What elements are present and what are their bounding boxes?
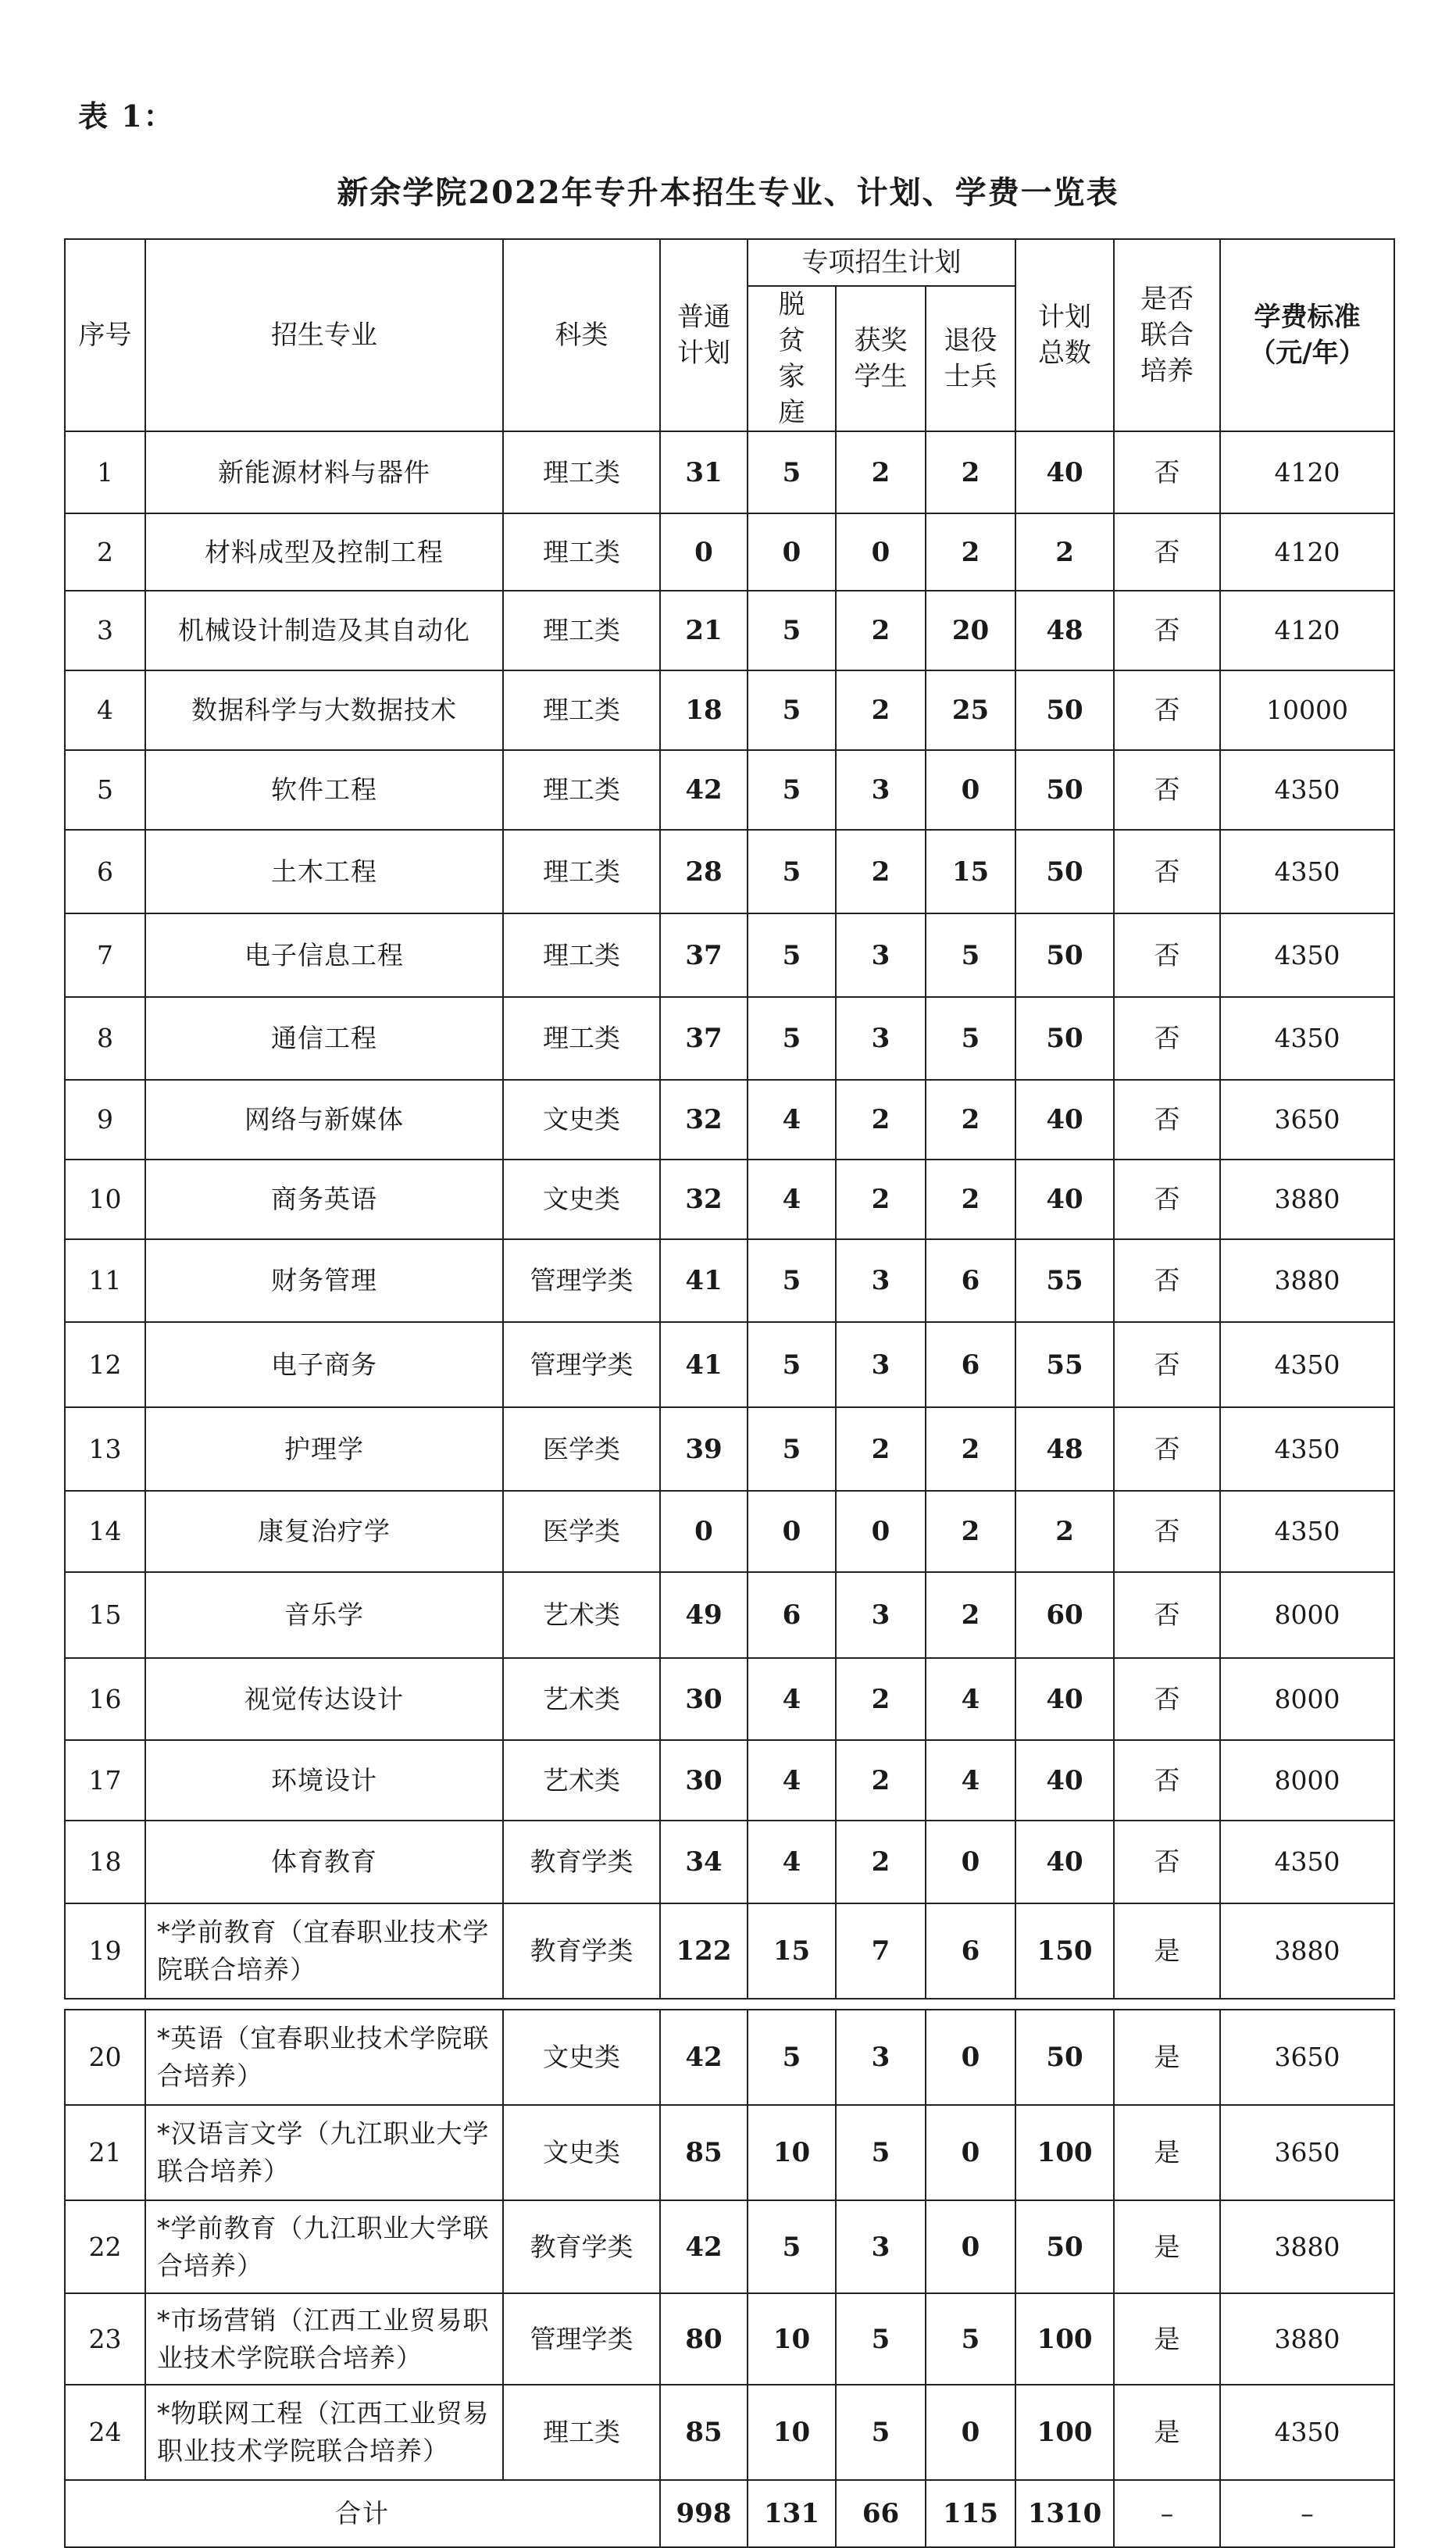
- row-poverty-family: 10: [748, 2385, 836, 2480]
- row-fee: 4350: [1220, 1491, 1394, 1572]
- row-regular-plan: 37: [660, 997, 748, 1080]
- row-joint-training: 否: [1114, 750, 1220, 830]
- row-award-student: 2: [836, 1080, 926, 1160]
- row-regular-plan: 41: [660, 1322, 748, 1407]
- summary-label: 合计: [65, 2480, 660, 2547]
- row-total-plan: 48: [1015, 591, 1114, 670]
- row-poverty-family: 0: [748, 1491, 836, 1572]
- row-joint-training: 否: [1114, 1322, 1220, 1407]
- row-major: 环境设计: [145, 1740, 503, 1821]
- row-veteran: 2: [926, 1491, 1015, 1572]
- row-category: 理工类: [503, 2385, 660, 2480]
- row-joint-training: 否: [1114, 1407, 1220, 1491]
- row-category: 理工类: [503, 431, 660, 513]
- row-total-plan: 50: [1015, 670, 1114, 750]
- table-row: [65, 1160, 1394, 1239]
- table-row: [65, 591, 1394, 670]
- row-major: 材料成型及控制工程: [145, 513, 503, 591]
- row-poverty-family: 0: [748, 513, 836, 591]
- row-index: 15: [65, 1572, 145, 1658]
- row-total-plan: 50: [1015, 750, 1114, 830]
- table-row: [65, 1407, 1394, 1491]
- row-veteran: 6: [926, 1322, 1015, 1407]
- row-total-plan: 50: [1015, 830, 1114, 913]
- row-major: *学前教育（宜春职业技术学院联合培养）: [145, 1903, 503, 1999]
- row-index: 9: [65, 1080, 145, 1160]
- row-award-student: 2: [836, 1160, 926, 1239]
- row-poverty-family: 5: [748, 1407, 836, 1491]
- row-major: 通信工程: [145, 997, 503, 1080]
- row-veteran: 6: [926, 1903, 1015, 1999]
- row-category: 教育学类: [503, 1903, 660, 1999]
- row-veteran: 2: [926, 1572, 1015, 1658]
- row-total-plan: 40: [1015, 1821, 1114, 1903]
- row-award-student: 0: [836, 1491, 926, 1572]
- row-veteran: 0: [926, 2385, 1015, 2480]
- row-category: 文史类: [503, 2010, 660, 2105]
- row-regular-plan: 21: [660, 591, 748, 670]
- row-award-student: 2: [836, 830, 926, 913]
- summary-regular-plan: 998: [660, 2480, 748, 2547]
- row-award-student: 3: [836, 1572, 926, 1658]
- row-fee: 3880: [1220, 1239, 1394, 1322]
- row-major: 机械设计制造及其自动化: [145, 591, 503, 670]
- page-break-spacer: [65, 1999, 1394, 2010]
- row-fee: 4120: [1220, 513, 1394, 591]
- header-regular-plan: 普通计划: [660, 239, 748, 431]
- row-category: 理工类: [503, 830, 660, 913]
- row-major: 电子商务: [145, 1322, 503, 1407]
- row-veteran: 6: [926, 1239, 1015, 1322]
- table-row: [65, 997, 1394, 1080]
- row-award-student: 0: [836, 513, 926, 591]
- row-joint-training: 否: [1114, 1239, 1220, 1322]
- row-regular-plan: 42: [660, 750, 748, 830]
- row-joint-training: 否: [1114, 1160, 1220, 1239]
- table-row: [65, 2105, 1394, 2200]
- row-regular-plan: 42: [660, 2010, 748, 2105]
- row-category: 文史类: [503, 2105, 660, 2200]
- row-award-student: 7: [836, 1903, 926, 1999]
- table-row: [65, 670, 1394, 750]
- row-regular-plan: 0: [660, 513, 748, 591]
- row-regular-plan: 42: [660, 2200, 748, 2293]
- table-row: [65, 2385, 1394, 2480]
- row-index: 19: [65, 1903, 145, 1999]
- row-regular-plan: 28: [660, 830, 748, 913]
- row-index: 12: [65, 1322, 145, 1407]
- row-joint-training: 否: [1114, 1740, 1220, 1821]
- row-fee: 4120: [1220, 591, 1394, 670]
- row-veteran: 2: [926, 1080, 1015, 1160]
- header-poverty-family: 脱贫家庭: [748, 286, 836, 431]
- row-award-student: 2: [836, 1740, 926, 1821]
- row-veteran: 15: [926, 830, 1015, 913]
- row-poverty-family: 5: [748, 2200, 836, 2293]
- row-fee: 4350: [1220, 830, 1394, 913]
- row-joint-training: 否: [1114, 1491, 1220, 1572]
- row-category: 管理学类: [503, 2293, 660, 2385]
- row-regular-plan: 39: [660, 1407, 748, 1491]
- row-fee: 8000: [1220, 1658, 1394, 1740]
- row-poverty-family: 5: [748, 670, 836, 750]
- row-fee: 3880: [1220, 2200, 1394, 2293]
- row-index: 24: [65, 2385, 145, 2480]
- row-joint-training: 否: [1114, 830, 1220, 913]
- row-regular-plan: 31: [660, 431, 748, 513]
- row-joint-training: 否: [1114, 1821, 1220, 1903]
- row-poverty-family: 5: [748, 750, 836, 830]
- row-regular-plan: 80: [660, 2293, 748, 2385]
- row-veteran: 2: [926, 431, 1015, 513]
- row-index: 11: [65, 1239, 145, 1322]
- row-index: 21: [65, 2105, 145, 2200]
- row-poverty-family: 4: [748, 1160, 836, 1239]
- row-joint-training: 是: [1114, 2293, 1220, 2385]
- row-regular-plan: 37: [660, 913, 748, 997]
- row-fee: 4350: [1220, 1322, 1394, 1407]
- row-index: 7: [65, 913, 145, 997]
- row-index: 13: [65, 1407, 145, 1491]
- table-row: [65, 750, 1394, 830]
- row-index: 10: [65, 1160, 145, 1239]
- row-total-plan: 40: [1015, 1740, 1114, 1821]
- row-total-plan: 50: [1015, 913, 1114, 997]
- row-fee: 3650: [1220, 1080, 1394, 1160]
- row-joint-training: 否: [1114, 513, 1220, 591]
- table-row: [65, 830, 1394, 913]
- row-category: 理工类: [503, 591, 660, 670]
- row-total-plan: 40: [1015, 1080, 1114, 1160]
- row-poverty-family: 5: [748, 2010, 836, 2105]
- row-award-student: 3: [836, 750, 926, 830]
- summary-row: [65, 2480, 1394, 2547]
- summary-poverty-family: 131: [748, 2480, 836, 2547]
- row-joint-training: 是: [1114, 2385, 1220, 2480]
- row-fee: 8000: [1220, 1740, 1394, 1821]
- row-veteran: 0: [926, 750, 1015, 830]
- summary-joint-training: –: [1114, 2480, 1220, 2547]
- row-total-plan: 55: [1015, 1239, 1114, 1322]
- row-fee: 4120: [1220, 431, 1394, 513]
- row-poverty-family: 4: [748, 1821, 836, 1903]
- row-category: 医学类: [503, 1407, 660, 1491]
- table-row: [65, 913, 1394, 997]
- row-index: 20: [65, 2010, 145, 2105]
- row-major: 电子信息工程: [145, 913, 503, 997]
- row-award-student: 3: [836, 2200, 926, 2293]
- row-poverty-family: 5: [748, 1322, 836, 1407]
- row-fee: 3880: [1220, 1903, 1394, 1999]
- row-index: 5: [65, 750, 145, 830]
- header-index: 序号: [65, 239, 145, 431]
- row-major: *市场营销（江西工业贸易职业技术学院联合培养）: [145, 2293, 503, 2385]
- row-category: 理工类: [503, 913, 660, 997]
- row-veteran: 2: [926, 1407, 1015, 1491]
- row-total-plan: 50: [1015, 2200, 1114, 2293]
- header-award-student: 获奖学生: [836, 286, 926, 431]
- row-regular-plan: 122: [660, 1903, 748, 1999]
- row-award-student: 3: [836, 1322, 926, 1407]
- table-row: [65, 1080, 1394, 1160]
- table-row: [65, 1322, 1394, 1407]
- row-award-student: 2: [836, 431, 926, 513]
- document-title: 新余学院2022年专升本招生专业、计划、学费一览表: [337, 174, 1119, 211]
- row-regular-plan: 30: [660, 1658, 748, 1740]
- row-award-student: 2: [836, 1407, 926, 1491]
- row-veteran: 2: [926, 513, 1015, 591]
- row-veteran: 5: [926, 2293, 1015, 2385]
- row-poverty-family: 5: [748, 830, 836, 913]
- header-special-plan: 专项招生计划: [748, 239, 1015, 286]
- row-category: 艺术类: [503, 1740, 660, 1821]
- header-veteran: 退役士兵: [926, 286, 1015, 431]
- row-poverty-family: 5: [748, 913, 836, 997]
- row-major: 商务英语: [145, 1160, 503, 1239]
- row-poverty-family: 5: [748, 997, 836, 1080]
- row-category: 教育学类: [503, 1821, 660, 1903]
- row-category: 理工类: [503, 750, 660, 830]
- row-total-plan: 2: [1015, 513, 1114, 591]
- row-veteran: 5: [926, 913, 1015, 997]
- row-joint-training: 否: [1114, 431, 1220, 513]
- row-award-student: 3: [836, 997, 926, 1080]
- row-poverty-family: 10: [748, 2293, 836, 2385]
- row-major: 音乐学: [145, 1572, 503, 1658]
- row-index: 8: [65, 997, 145, 1080]
- row-award-student: 2: [836, 1821, 926, 1903]
- row-regular-plan: 32: [660, 1080, 748, 1160]
- row-poverty-family: 5: [748, 1239, 836, 1322]
- table-row: [65, 1821, 1394, 1903]
- row-major: 护理学: [145, 1407, 503, 1491]
- row-regular-plan: 41: [660, 1239, 748, 1322]
- row-veteran: 25: [926, 670, 1015, 750]
- row-fee: 4350: [1220, 1821, 1394, 1903]
- row-total-plan: 48: [1015, 1407, 1114, 1491]
- row-index: 6: [65, 830, 145, 913]
- row-veteran: 5: [926, 997, 1015, 1080]
- row-veteran: 4: [926, 1658, 1015, 1740]
- row-regular-plan: 18: [660, 670, 748, 750]
- row-index: 16: [65, 1658, 145, 1740]
- row-regular-plan: 49: [660, 1572, 748, 1658]
- row-major: 财务管理: [145, 1239, 503, 1322]
- row-total-plan: 100: [1015, 2385, 1114, 2480]
- table-row: [65, 513, 1394, 591]
- row-joint-training: 否: [1114, 997, 1220, 1080]
- row-index: 18: [65, 1821, 145, 1903]
- row-award-student: 5: [836, 2293, 926, 2385]
- row-category: 管理学类: [503, 1239, 660, 1322]
- table-row: [65, 1903, 1394, 1999]
- row-major: *学前教育（九江职业大学联合培养）: [145, 2200, 503, 2293]
- row-major: 视觉传达设计: [145, 1658, 503, 1740]
- row-regular-plan: 30: [660, 1740, 748, 1821]
- row-joint-training: 否: [1114, 1658, 1220, 1740]
- row-veteran: 0: [926, 2200, 1015, 2293]
- row-index: 17: [65, 1740, 145, 1821]
- row-regular-plan: 85: [660, 2105, 748, 2200]
- row-fee: 10000: [1220, 670, 1394, 750]
- row-category: 理工类: [503, 670, 660, 750]
- table-row: [65, 2010, 1394, 2105]
- enrollment-table-wrapper: [64, 238, 1394, 2548]
- row-joint-training: 是: [1114, 2010, 1220, 2105]
- row-joint-training: 否: [1114, 1080, 1220, 1160]
- row-veteran: 20: [926, 591, 1015, 670]
- table-row: [65, 1658, 1394, 1740]
- header-major: 招生专业: [145, 239, 503, 431]
- row-total-plan: 50: [1015, 2010, 1114, 2105]
- row-joint-training: 否: [1114, 591, 1220, 670]
- row-category: 医学类: [503, 1491, 660, 1572]
- row-major: 网络与新媒体: [145, 1080, 503, 1160]
- row-award-student: 2: [836, 1658, 926, 1740]
- row-award-student: 5: [836, 2385, 926, 2480]
- table-body: [65, 431, 1394, 2547]
- summary-award-student: 66: [836, 2480, 926, 2547]
- table-row: [65, 2200, 1394, 2293]
- row-award-student: 3: [836, 2010, 926, 2105]
- row-veteran: 2: [926, 1160, 1015, 1239]
- row-poverty-family: 5: [748, 431, 836, 513]
- row-veteran: 4: [926, 1740, 1015, 1821]
- table-row: [65, 1491, 1394, 1572]
- row-regular-plan: 32: [660, 1160, 748, 1239]
- row-major: 土木工程: [145, 830, 503, 913]
- row-joint-training: 是: [1114, 2105, 1220, 2200]
- row-joint-training: 否: [1114, 670, 1220, 750]
- row-fee: 3650: [1220, 2010, 1394, 2105]
- row-veteran: 0: [926, 1821, 1015, 1903]
- row-joint-training: 否: [1114, 913, 1220, 997]
- table-row: [65, 1572, 1394, 1658]
- row-total-plan: 50: [1015, 997, 1114, 1080]
- row-total-plan: 55: [1015, 1322, 1114, 1407]
- row-major: *英语（宜春职业技术学院联合培养）: [145, 2010, 503, 2105]
- row-fee: 3880: [1220, 1160, 1394, 1239]
- row-index: 22: [65, 2200, 145, 2293]
- header-fee-standard: 学费标准（元/年）: [1220, 239, 1394, 431]
- row-joint-training: 是: [1114, 2200, 1220, 2293]
- row-total-plan: 60: [1015, 1572, 1114, 1658]
- row-total-plan: 2: [1015, 1491, 1114, 1572]
- row-veteran: 0: [926, 2010, 1015, 2105]
- row-fee: 4350: [1220, 2385, 1394, 2480]
- row-award-student: 5: [836, 2105, 926, 2200]
- row-major: 数据科学与大数据技术: [145, 670, 503, 750]
- row-fee: 4350: [1220, 913, 1394, 997]
- summary-total-plan: 1310: [1015, 2480, 1114, 2547]
- row-regular-plan: 0: [660, 1491, 748, 1572]
- row-fee: 3880: [1220, 2293, 1394, 2385]
- row-poverty-family: 4: [748, 1740, 836, 1821]
- row-joint-training: 是: [1114, 1903, 1220, 1999]
- row-poverty-family: 6: [748, 1572, 836, 1658]
- row-award-student: 3: [836, 1239, 926, 1322]
- row-regular-plan: 85: [660, 2385, 748, 2480]
- row-index: 14: [65, 1491, 145, 1572]
- row-index: 3: [65, 591, 145, 670]
- row-total-plan: 40: [1015, 1160, 1114, 1239]
- row-poverty-family: 5: [748, 591, 836, 670]
- row-poverty-family: 4: [748, 1080, 836, 1160]
- row-fee: 4350: [1220, 750, 1394, 830]
- header-total-plan: 计划总数: [1015, 239, 1114, 431]
- row-index: 4: [65, 670, 145, 750]
- row-regular-plan: 34: [660, 1821, 748, 1903]
- row-fee: 3650: [1220, 2105, 1394, 2200]
- row-category: 文史类: [503, 1080, 660, 1160]
- row-veteran: 0: [926, 2105, 1015, 2200]
- row-major: *汉语言文学（九江职业大学联合培养）: [145, 2105, 503, 2200]
- row-major: 新能源材料与器件: [145, 431, 503, 513]
- row-category: 艺术类: [503, 1572, 660, 1658]
- row-index: 1: [65, 431, 145, 513]
- row-total-plan: 100: [1015, 2105, 1114, 2200]
- row-poverty-family: 15: [748, 1903, 836, 1999]
- row-index: 2: [65, 513, 145, 591]
- row-award-student: 2: [836, 670, 926, 750]
- row-major: 体育教育: [145, 1821, 503, 1903]
- row-fee: 8000: [1220, 1572, 1394, 1658]
- header-joint-training: 是否联合培养: [1114, 239, 1220, 431]
- row-award-student: 2: [836, 591, 926, 670]
- row-category: 管理学类: [503, 1322, 660, 1407]
- row-total-plan: 100: [1015, 2293, 1114, 2385]
- row-poverty-family: 4: [748, 1658, 836, 1740]
- table-page-break: [65, 1999, 1394, 2010]
- row-joint-training: 否: [1114, 1572, 1220, 1658]
- row-category: 教育学类: [503, 2200, 660, 2293]
- row-index: 23: [65, 2293, 145, 2385]
- table-number-label: 表 1：: [78, 98, 175, 134]
- header-category: 科类: [503, 239, 660, 431]
- row-major: 康复治疗学: [145, 1491, 503, 1572]
- row-category: 艺术类: [503, 1658, 660, 1740]
- row-poverty-family: 10: [748, 2105, 836, 2200]
- summary-fee: –: [1220, 2480, 1394, 2547]
- table-row: [65, 1239, 1394, 1322]
- row-fee: 4350: [1220, 1407, 1394, 1491]
- summary-veteran: 115: [926, 2480, 1015, 2547]
- row-award-student: 3: [836, 913, 926, 997]
- row-total-plan: 150: [1015, 1903, 1114, 1999]
- enrollment-table: [64, 238, 1395, 2548]
- table-row: [65, 431, 1394, 513]
- table-row: [65, 2293, 1394, 2385]
- row-category: 理工类: [503, 513, 660, 591]
- row-category: 文史类: [503, 1160, 660, 1239]
- row-total-plan: 40: [1015, 431, 1114, 513]
- row-total-plan: 40: [1015, 1658, 1114, 1740]
- row-category: 理工类: [503, 997, 660, 1080]
- row-major: *物联网工程（江西工业贸易职业技术学院联合培养）: [145, 2385, 503, 2480]
- row-fee: 4350: [1220, 997, 1394, 1080]
- table-row: [65, 1740, 1394, 1821]
- row-major: 软件工程: [145, 750, 503, 830]
